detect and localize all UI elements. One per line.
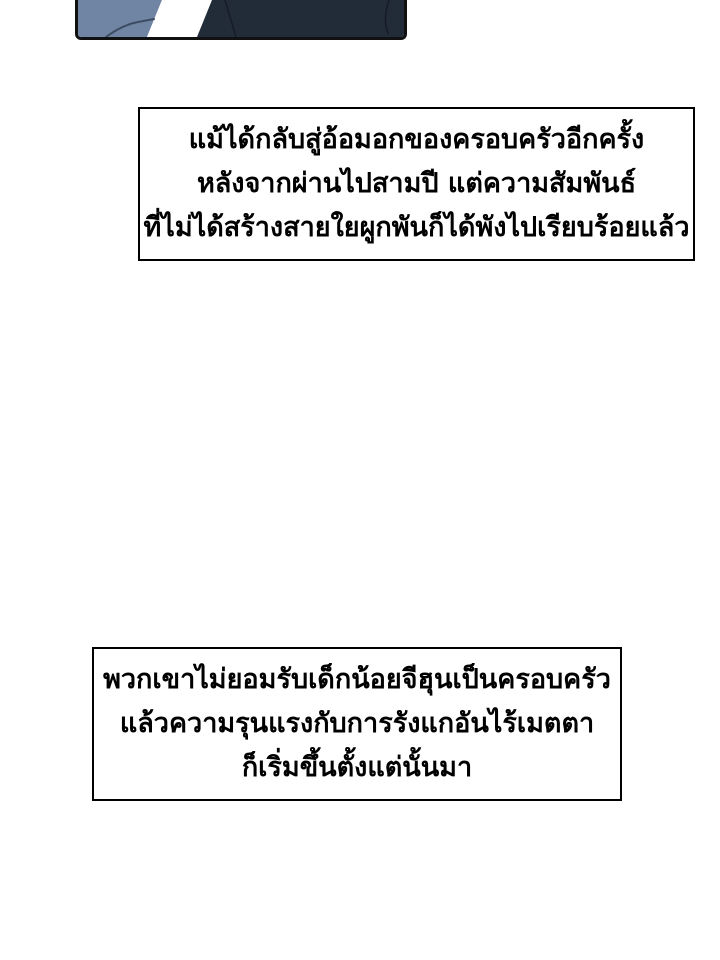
narration-line: แม้ได้กลับสู่อ้อมอกของครอบครัวอีกครั้ง bbox=[188, 124, 645, 155]
narration-line: แล้วความรุนแรงกับการรังแกอันไร้เมตตา bbox=[119, 708, 595, 739]
narration-line: ก็เริ่มขึ้นตั้งแต่นั้นมา bbox=[241, 752, 473, 783]
panel-right-fabric-shape bbox=[197, 0, 404, 37]
comic-panel-art bbox=[78, 0, 404, 37]
comic-panel-fragment bbox=[75, 0, 407, 40]
narration-line: หลังจากผ่านไปสามปี แต่ความสัมพันธ์ bbox=[196, 168, 637, 199]
narration-line: พวกเขาไม่ยอมรับเด็กน้อยจีฮุนเป็นครอบครัว bbox=[103, 664, 611, 695]
narration-box-2 bbox=[92, 647, 622, 801]
narration-line: ที่ไม่ได้สร้างสายใยผูกพันก็ได้พังไปเรียบร้อยแล้ว bbox=[143, 212, 690, 243]
narration-box-1 bbox=[138, 107, 695, 261]
